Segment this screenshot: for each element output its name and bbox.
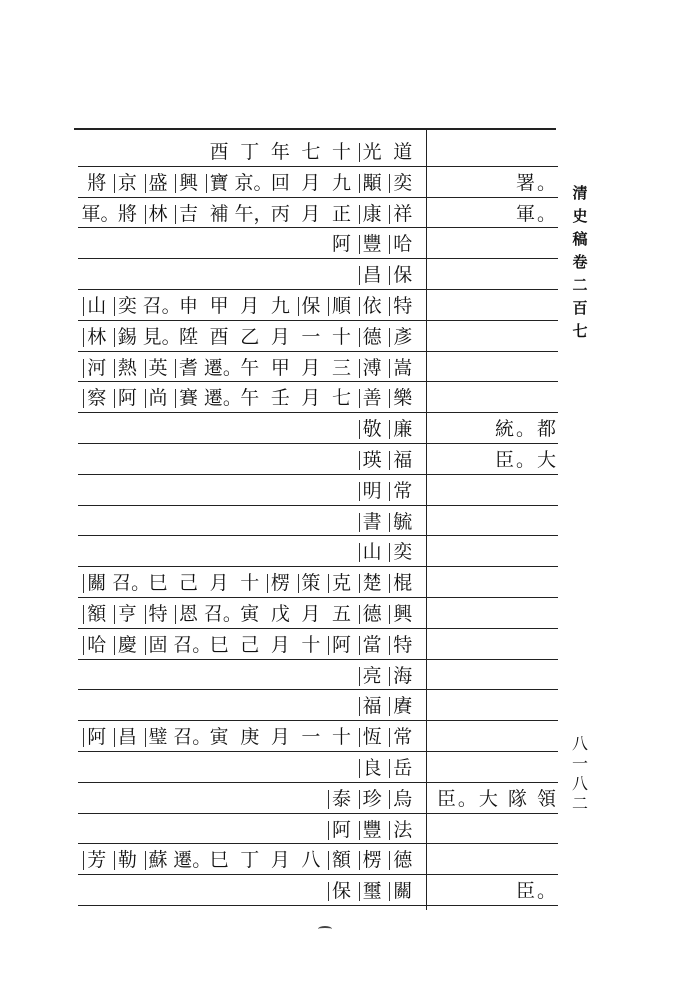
top-rule bbox=[74, 128, 556, 130]
text-character: 召。 bbox=[203, 603, 242, 625]
record-cell bbox=[78, 137, 418, 167]
text-character: 珍 bbox=[357, 784, 388, 814]
record-cell bbox=[78, 661, 418, 691]
text-character: 克 bbox=[326, 568, 357, 598]
text-character: 將 bbox=[87, 171, 107, 194]
text-character: 月 bbox=[301, 387, 321, 410]
text-character: 奕 bbox=[112, 291, 143, 321]
row-rule bbox=[78, 412, 558, 413]
text-character: 河 bbox=[81, 353, 112, 383]
text-character: 年 bbox=[270, 141, 290, 163]
text-character: 阿 bbox=[332, 233, 352, 256]
record-cell bbox=[78, 568, 418, 598]
row-rule bbox=[78, 628, 558, 629]
table-row bbox=[78, 322, 558, 352]
text-character: 保 bbox=[296, 291, 327, 321]
row-rule bbox=[78, 351, 558, 352]
record-cell bbox=[78, 599, 418, 629]
text-character: 吉 bbox=[173, 199, 204, 229]
text-character: 顒 bbox=[357, 168, 388, 198]
text-character: 當 bbox=[357, 630, 388, 660]
text-character: 昌 bbox=[357, 260, 388, 290]
text-character: 寶 bbox=[204, 168, 235, 198]
office-cell bbox=[436, 291, 558, 321]
table-row bbox=[78, 353, 558, 383]
text-character: 勒 bbox=[112, 845, 143, 875]
text-character: 楞 bbox=[265, 568, 296, 598]
row-rule bbox=[78, 659, 558, 660]
text-character: 月 bbox=[301, 202, 321, 225]
record-cell bbox=[78, 507, 418, 537]
text-character: 明 bbox=[357, 476, 388, 506]
record-cell bbox=[78, 722, 418, 752]
text-character: 哈 bbox=[387, 229, 418, 259]
text-character: 良 bbox=[357, 753, 388, 783]
table-row bbox=[78, 137, 558, 167]
text-character: 恆 bbox=[357, 722, 388, 752]
text-character: 山 bbox=[81, 291, 112, 321]
text-character: 十 bbox=[332, 726, 352, 749]
text-character: 十 bbox=[240, 572, 260, 595]
text-character: 錫 bbox=[112, 322, 143, 352]
text-character: 善 bbox=[357, 383, 388, 413]
row-rule bbox=[78, 505, 558, 506]
row-rule bbox=[78, 289, 558, 290]
table-row bbox=[78, 383, 558, 413]
text-character: 月 bbox=[270, 726, 290, 749]
office-cell: 署。 bbox=[515, 171, 558, 194]
office-cell bbox=[436, 815, 558, 845]
text-character: 興 bbox=[173, 168, 204, 198]
text-character: 正 bbox=[332, 202, 352, 225]
text-character: 酉 bbox=[209, 325, 229, 348]
row-rule bbox=[78, 566, 558, 567]
text-character: 月 bbox=[240, 295, 260, 317]
text-character: 遷。 bbox=[203, 356, 242, 379]
office-cell bbox=[436, 137, 558, 167]
text-character: 海 bbox=[387, 661, 418, 691]
text-character: 阿 bbox=[81, 722, 112, 752]
text-character: 山 bbox=[357, 537, 388, 567]
text-character: 特 bbox=[387, 291, 418, 321]
text-character: 寅 bbox=[209, 726, 229, 749]
office-cell bbox=[436, 661, 558, 691]
text-character: 己 bbox=[179, 572, 199, 595]
record-cell bbox=[78, 630, 418, 660]
text-character: 泰 bbox=[326, 784, 357, 814]
text-character: 尚 bbox=[143, 383, 174, 413]
text-character: 蘇 bbox=[143, 845, 174, 875]
record-cell bbox=[78, 784, 418, 814]
record-cell bbox=[78, 322, 418, 352]
text-character: 巳 bbox=[148, 572, 168, 595]
record-cell bbox=[78, 537, 418, 567]
office-cell: 軍。 bbox=[515, 202, 558, 225]
text-character: 棍 bbox=[387, 568, 418, 598]
office-cell bbox=[436, 630, 558, 660]
record-cell bbox=[78, 353, 418, 383]
text-character: 廉 bbox=[387, 414, 418, 444]
text-character: 光 bbox=[357, 137, 388, 167]
text-character: 三 bbox=[332, 356, 352, 379]
text-character: 烏 bbox=[387, 784, 418, 814]
table-row bbox=[78, 691, 558, 721]
footer-mark bbox=[318, 926, 332, 932]
text-character: 彥 bbox=[387, 322, 418, 352]
text-character: 嵩 bbox=[387, 353, 418, 383]
text-character: 策 bbox=[296, 568, 327, 598]
row-rule bbox=[78, 874, 558, 875]
table-row bbox=[78, 199, 558, 229]
running-title: 清 史 稿 卷 二 百 七 bbox=[572, 184, 588, 340]
text-character: 熱 bbox=[112, 353, 143, 383]
row-rule bbox=[78, 597, 558, 598]
text-character: 將 bbox=[117, 202, 137, 225]
text-character: 午， bbox=[234, 202, 273, 225]
office-cell bbox=[436, 537, 558, 567]
text-character: 七 bbox=[301, 141, 321, 163]
text-character: 月 bbox=[209, 572, 229, 595]
text-character: 岳 bbox=[387, 753, 418, 783]
table-row bbox=[78, 168, 558, 198]
row-rule bbox=[78, 720, 558, 721]
text-character: 察 bbox=[81, 383, 112, 413]
text-character: 乙 bbox=[240, 325, 260, 348]
text-character: 盛 bbox=[143, 168, 174, 198]
text-character: 康 bbox=[357, 199, 388, 229]
text-character: 芳 bbox=[81, 845, 112, 875]
text-character: 額 bbox=[326, 845, 357, 875]
text-character: 亨 bbox=[112, 599, 143, 629]
text-character: 回 bbox=[270, 171, 290, 194]
table-row bbox=[78, 507, 558, 537]
office-cell bbox=[436, 568, 558, 598]
text-character: 巳 bbox=[209, 633, 229, 656]
text-character: 保 bbox=[326, 876, 357, 906]
record-cell bbox=[78, 445, 418, 475]
text-character: 月 bbox=[270, 325, 290, 348]
table-row bbox=[78, 229, 558, 259]
text-character: 德 bbox=[357, 599, 388, 629]
office-cell: 統。都 bbox=[494, 418, 558, 441]
text-character: 月 bbox=[301, 356, 321, 379]
table-row bbox=[78, 260, 558, 290]
text-character: 丙 bbox=[270, 202, 290, 225]
record-cell bbox=[78, 691, 418, 721]
office-cell bbox=[436, 599, 558, 629]
text-character: 賡 bbox=[387, 691, 418, 721]
record-cell bbox=[78, 414, 418, 444]
text-character: 十 bbox=[301, 633, 321, 656]
table-row bbox=[78, 630, 558, 660]
office-cell bbox=[436, 691, 558, 721]
text-character: 額 bbox=[81, 599, 112, 629]
table-row bbox=[78, 753, 558, 783]
record-cell bbox=[78, 383, 418, 413]
text-character: 奕 bbox=[387, 168, 418, 198]
text-character: 酉 bbox=[209, 141, 229, 163]
text-character: 見。 bbox=[142, 325, 181, 348]
text-character: 寅 bbox=[240, 603, 260, 625]
text-character: 亮 bbox=[357, 661, 388, 691]
record-cell bbox=[78, 199, 418, 229]
text-character: 補 bbox=[209, 202, 229, 225]
text-character: 樂 bbox=[387, 383, 418, 413]
text-character: 豐 bbox=[357, 229, 388, 259]
text-character: 召。 bbox=[112, 572, 151, 595]
text-character: 遷。 bbox=[203, 387, 242, 410]
text-character: 九 bbox=[270, 295, 290, 317]
text-character: 英 bbox=[143, 353, 174, 383]
record-cell bbox=[78, 168, 418, 198]
record-cell bbox=[78, 229, 418, 259]
office-cell: 臣。 bbox=[515, 880, 558, 903]
row-rule bbox=[78, 782, 558, 783]
text-character: 阿 bbox=[326, 630, 357, 660]
office-cell bbox=[436, 507, 558, 537]
row-rule bbox=[78, 843, 558, 844]
text-character: 召。 bbox=[173, 633, 212, 656]
text-character: 書 bbox=[357, 507, 388, 537]
text-character: 昌 bbox=[112, 722, 143, 752]
text-character: 德 bbox=[357, 322, 388, 352]
text-character: 關 bbox=[81, 568, 112, 598]
text-character: 福 bbox=[357, 691, 388, 721]
office-cell bbox=[436, 229, 558, 259]
text-character: 道 bbox=[393, 141, 413, 163]
table-row bbox=[78, 537, 558, 567]
office-cell bbox=[436, 322, 558, 352]
row-rule bbox=[78, 166, 558, 167]
row-rule bbox=[78, 227, 558, 228]
office-cell bbox=[436, 383, 558, 413]
record-cell bbox=[78, 291, 418, 321]
record-cell bbox=[78, 260, 418, 290]
text-character: 丁 bbox=[240, 849, 260, 872]
text-character: 祥 bbox=[387, 199, 418, 229]
text-character: 阿 bbox=[112, 383, 143, 413]
text-character: 慶 bbox=[112, 630, 143, 660]
page-number: 八 一 八 二 bbox=[571, 734, 588, 813]
text-character: 月 bbox=[301, 171, 321, 194]
row-rule bbox=[78, 197, 558, 198]
text-character: 戊 bbox=[270, 603, 290, 625]
text-character: 京 bbox=[112, 168, 143, 198]
record-cell bbox=[78, 815, 418, 845]
text-character: 遷。 bbox=[173, 849, 212, 872]
text-character: 奕 bbox=[387, 537, 418, 567]
row-rule bbox=[78, 535, 558, 536]
office-cell bbox=[436, 722, 558, 752]
text-character: 關 bbox=[387, 876, 418, 906]
text-character: 十 bbox=[332, 141, 352, 163]
office-cell: 臣。大 bbox=[494, 449, 558, 471]
office-cell bbox=[436, 260, 558, 290]
text-character: 豐 bbox=[357, 815, 388, 845]
text-character: 德 bbox=[387, 845, 418, 875]
row-rule bbox=[78, 258, 558, 259]
table-row bbox=[78, 876, 558, 906]
text-character: 楞 bbox=[357, 845, 388, 875]
text-character: 林 bbox=[81, 322, 112, 352]
office-cell bbox=[436, 353, 558, 383]
text-character: 召。 bbox=[142, 295, 181, 317]
text-character: 八 bbox=[301, 849, 321, 872]
text-character: 特 bbox=[387, 630, 418, 660]
text-character: 丁 bbox=[240, 141, 260, 163]
text-character: 午 bbox=[240, 387, 260, 410]
text-character: 哈 bbox=[81, 630, 112, 660]
text-character: 毓 bbox=[387, 507, 418, 537]
text-character: 月 bbox=[270, 633, 290, 656]
text-character: 阿 bbox=[326, 815, 357, 845]
office-cell bbox=[436, 476, 558, 506]
text-character: 璽 bbox=[357, 876, 388, 906]
table-row bbox=[78, 291, 558, 321]
table-row bbox=[78, 815, 558, 845]
table-row bbox=[78, 445, 558, 475]
text-character: 七 bbox=[332, 387, 352, 410]
row-rule bbox=[78, 905, 558, 906]
text-character: 法 bbox=[387, 815, 418, 845]
text-character: 一 bbox=[301, 325, 321, 348]
text-character: 月 bbox=[270, 849, 290, 872]
record-cell bbox=[78, 753, 418, 783]
text-character: 瑛 bbox=[357, 445, 388, 475]
text-character: 一 bbox=[301, 726, 321, 749]
record-cell bbox=[78, 876, 418, 906]
text-character: 軍。 bbox=[81, 202, 120, 225]
text-character: 陞 bbox=[179, 325, 199, 348]
text-character: 壬 bbox=[270, 387, 290, 410]
row-rule bbox=[78, 320, 558, 321]
text-character: 興 bbox=[387, 599, 418, 629]
record-cell bbox=[78, 845, 418, 875]
row-rule bbox=[78, 689, 558, 690]
text-character: 午 bbox=[240, 356, 260, 379]
table-row bbox=[78, 784, 558, 814]
text-character: 常 bbox=[387, 476, 418, 506]
text-character: 依 bbox=[357, 291, 388, 321]
office-cell: 臣。大 隊 領 bbox=[436, 787, 558, 810]
table-row bbox=[78, 722, 558, 752]
text-character: 溥 bbox=[357, 353, 388, 383]
text-character: 京。 bbox=[234, 171, 273, 194]
text-character: 敬 bbox=[357, 414, 388, 444]
table-row bbox=[78, 599, 558, 629]
text-character: 十 bbox=[332, 325, 352, 348]
row-rule bbox=[78, 813, 558, 814]
text-character: 己 bbox=[240, 633, 260, 656]
row-rule bbox=[78, 381, 558, 382]
text-character: 耆 bbox=[173, 353, 204, 383]
row-rule bbox=[78, 474, 558, 475]
table-row bbox=[78, 414, 558, 444]
text-character: 巳 bbox=[209, 849, 229, 872]
text-character: 庚 bbox=[240, 726, 260, 749]
text-character: 五 bbox=[332, 603, 352, 625]
text-character: 賽 bbox=[173, 383, 204, 413]
text-character: 常 bbox=[387, 722, 418, 752]
text-character: 順 bbox=[326, 291, 357, 321]
table-row bbox=[78, 568, 558, 598]
text-character: 福 bbox=[387, 445, 418, 475]
office-cell bbox=[436, 845, 558, 875]
text-character: 固 bbox=[143, 630, 174, 660]
text-character: 恩 bbox=[173, 599, 204, 629]
table-row bbox=[78, 476, 558, 506]
office-cell bbox=[436, 753, 558, 783]
text-character: 林 bbox=[143, 199, 174, 229]
text-character: 申 bbox=[179, 295, 199, 317]
text-character: 楚 bbox=[357, 568, 388, 598]
row-rule bbox=[78, 751, 558, 752]
text-character: 璧 bbox=[143, 722, 174, 752]
text-character: 召。 bbox=[173, 726, 212, 749]
record-cell bbox=[78, 476, 418, 506]
table-row bbox=[78, 845, 558, 875]
table-row bbox=[78, 661, 558, 691]
text-character: 甲 bbox=[270, 356, 290, 379]
text-character: 九 bbox=[332, 171, 352, 194]
text-character: 甲 bbox=[209, 295, 229, 317]
text-character: 特 bbox=[143, 599, 174, 629]
text-character: 保 bbox=[387, 260, 418, 290]
text-character: 月 bbox=[301, 603, 321, 625]
row-rule bbox=[78, 443, 558, 444]
